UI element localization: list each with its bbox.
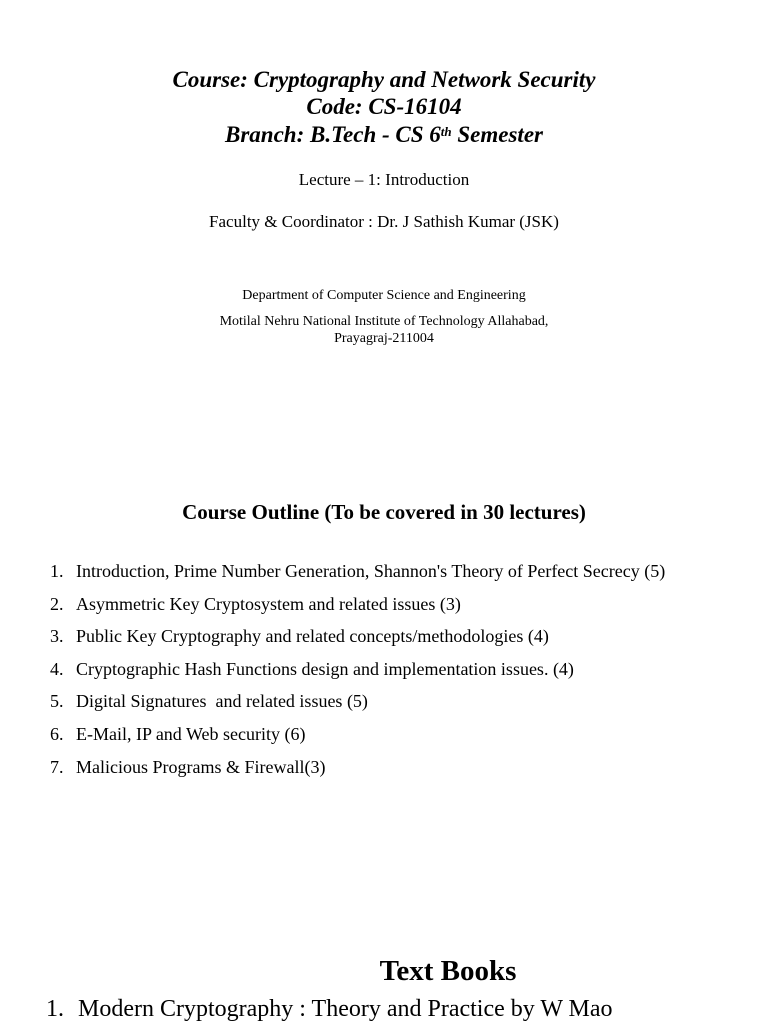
- outline-item-number: 3.: [50, 626, 64, 647]
- textbook-item-text: Modern Cryptography : Theory and Practice by W Mao: [78, 996, 613, 1022]
- outline-item-number: 1.: [50, 561, 64, 581]
- course-title: Course: Cryptography and Network Security: [172, 67, 596, 92]
- institute-city: Prayagraj-211004: [334, 331, 434, 346]
- outline-item-number: 7.: [50, 756, 64, 777]
- textbook-list: [46, 994, 613, 1024]
- branch-line: [0, 121, 768, 149]
- lecture-title: Lecture – 1: Introduction: [298, 170, 470, 189]
- outline-item-number: 5.: [50, 691, 64, 712]
- textbook-item-number: 1.: [46, 996, 64, 1022]
- institute-name: Motilal Nehru National Institute of Technology Allahabad,: [219, 314, 549, 329]
- department-name: Department of Computer Science and Engineering: [242, 288, 526, 303]
- branch-suffix: Semester: [451, 122, 543, 147]
- outline-item-text: Malicious Programs & Firewall(3): [76, 756, 326, 777]
- faculty-line: Faculty & Coordinator : Dr. J Sathish Kumar (JSK): [209, 212, 559, 231]
- outline-item: [50, 723, 665, 756]
- course-code: Code: CS-16104: [306, 94, 462, 119]
- outline-item-text: Introduction, Prime Number Generation, Shannon's Theory of Perfect Secrecy (5): [76, 561, 666, 581]
- outline-item-text: Public Key Cryptography and related concepts/methodologies (4): [76, 626, 549, 647]
- outline-item: [50, 756, 665, 789]
- textbook-item: [46, 994, 613, 1024]
- textbooks-heading: Text Books: [379, 955, 517, 987]
- branch-superscript: th: [440, 124, 452, 139]
- outline-item: [50, 690, 665, 723]
- outline-item: [50, 560, 665, 593]
- course-outline-heading: Course Outline (To be covered in 30 lectures): [182, 500, 586, 524]
- outline-item-text: E-Mail, IP and Web security (6): [76, 723, 306, 744]
- outline-item-number: 6.: [50, 723, 64, 744]
- outline-item-text: Cryptographic Hash Functions design and implementation issues. (4): [76, 658, 574, 679]
- outline-item: [50, 658, 665, 691]
- outline-item-number: 2.: [50, 593, 64, 614]
- outline-item-number: 4.: [50, 658, 64, 679]
- outline-item: [50, 593, 665, 626]
- outline-item: [50, 625, 665, 658]
- branch-prefix: Branch: B.Tech - CS 6: [225, 122, 441, 147]
- outline-item-text: Asymmetric Key Cryptosystem and related issues (3): [76, 593, 461, 614]
- outline-item-text: Digital Signatures and related issues (5): [76, 691, 368, 712]
- course-outline-list: [50, 560, 665, 788]
